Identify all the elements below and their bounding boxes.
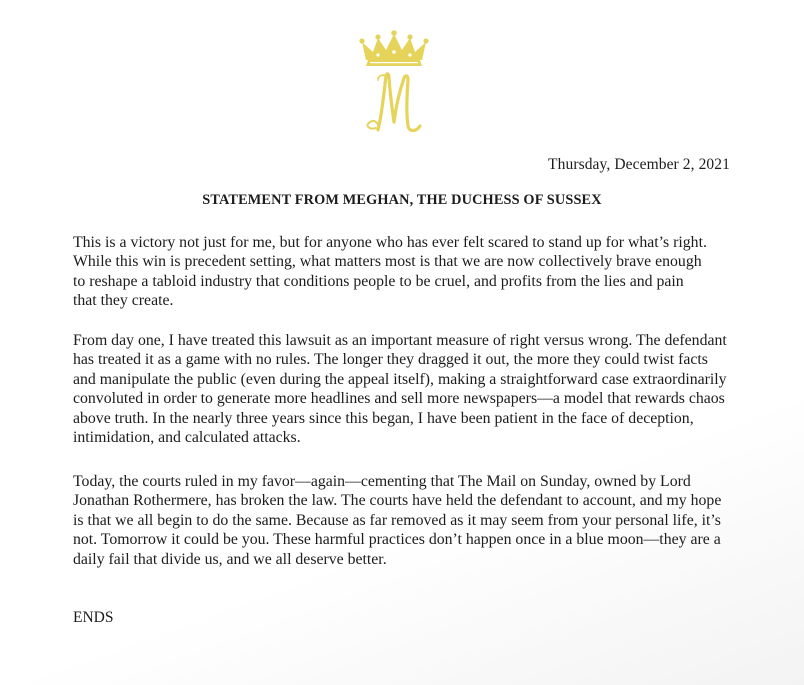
statement-paragraph-2: From day one, I have treated this lawsuit as an important measure of right versus wrong. The defendant has treated it as a game with no rules. The longer they dragged it out, the more they could twist facts and manipulate the public (even during the appeal itself), making a straightforward case extraordinarily convoluted in order to generate more headlines and sell more newspapers—a model that rewards chaos above truth. In the nearly three years since this began, I have been patient in the face of deception, intimidation, and calculated attacks. bbox=[73, 332, 727, 447]
statement-closing: ENDS bbox=[73, 609, 114, 626]
statement-paragraph-3: Today, the courts ruled in my favor—again—cementing that The Mail on Sunday, owned by Lord Jonathan Rothermere, has broken the law. The courts have held the defendant to account, and my hope is that we all begin to do the same. Because as far removed as it may seem from your personal life, it’s not. Tomorrow it could be you. These harmful practices don’t happen once in a blue moon—they are a daily fail that divide us, and we all deserve better. bbox=[73, 473, 722, 568]
statement-title: STATEMENT FROM MEGHAN, THE DUCHESS OF SUSSEX bbox=[202, 192, 602, 208]
statement-date: Thursday, December 2, 2021 bbox=[548, 156, 730, 173]
crowned-m-monogram-icon bbox=[356, 30, 432, 140]
statement-paragraph-1: This is a victory not just for me, but for anyone who has ever felt scared to stand up for what’s right. While this win is precedent setting, what matters most is that we are now collectively brave enough to reshape a tabloid industry that conditions people to be cruel, and profits from the lies and pain that they create. bbox=[73, 234, 707, 310]
